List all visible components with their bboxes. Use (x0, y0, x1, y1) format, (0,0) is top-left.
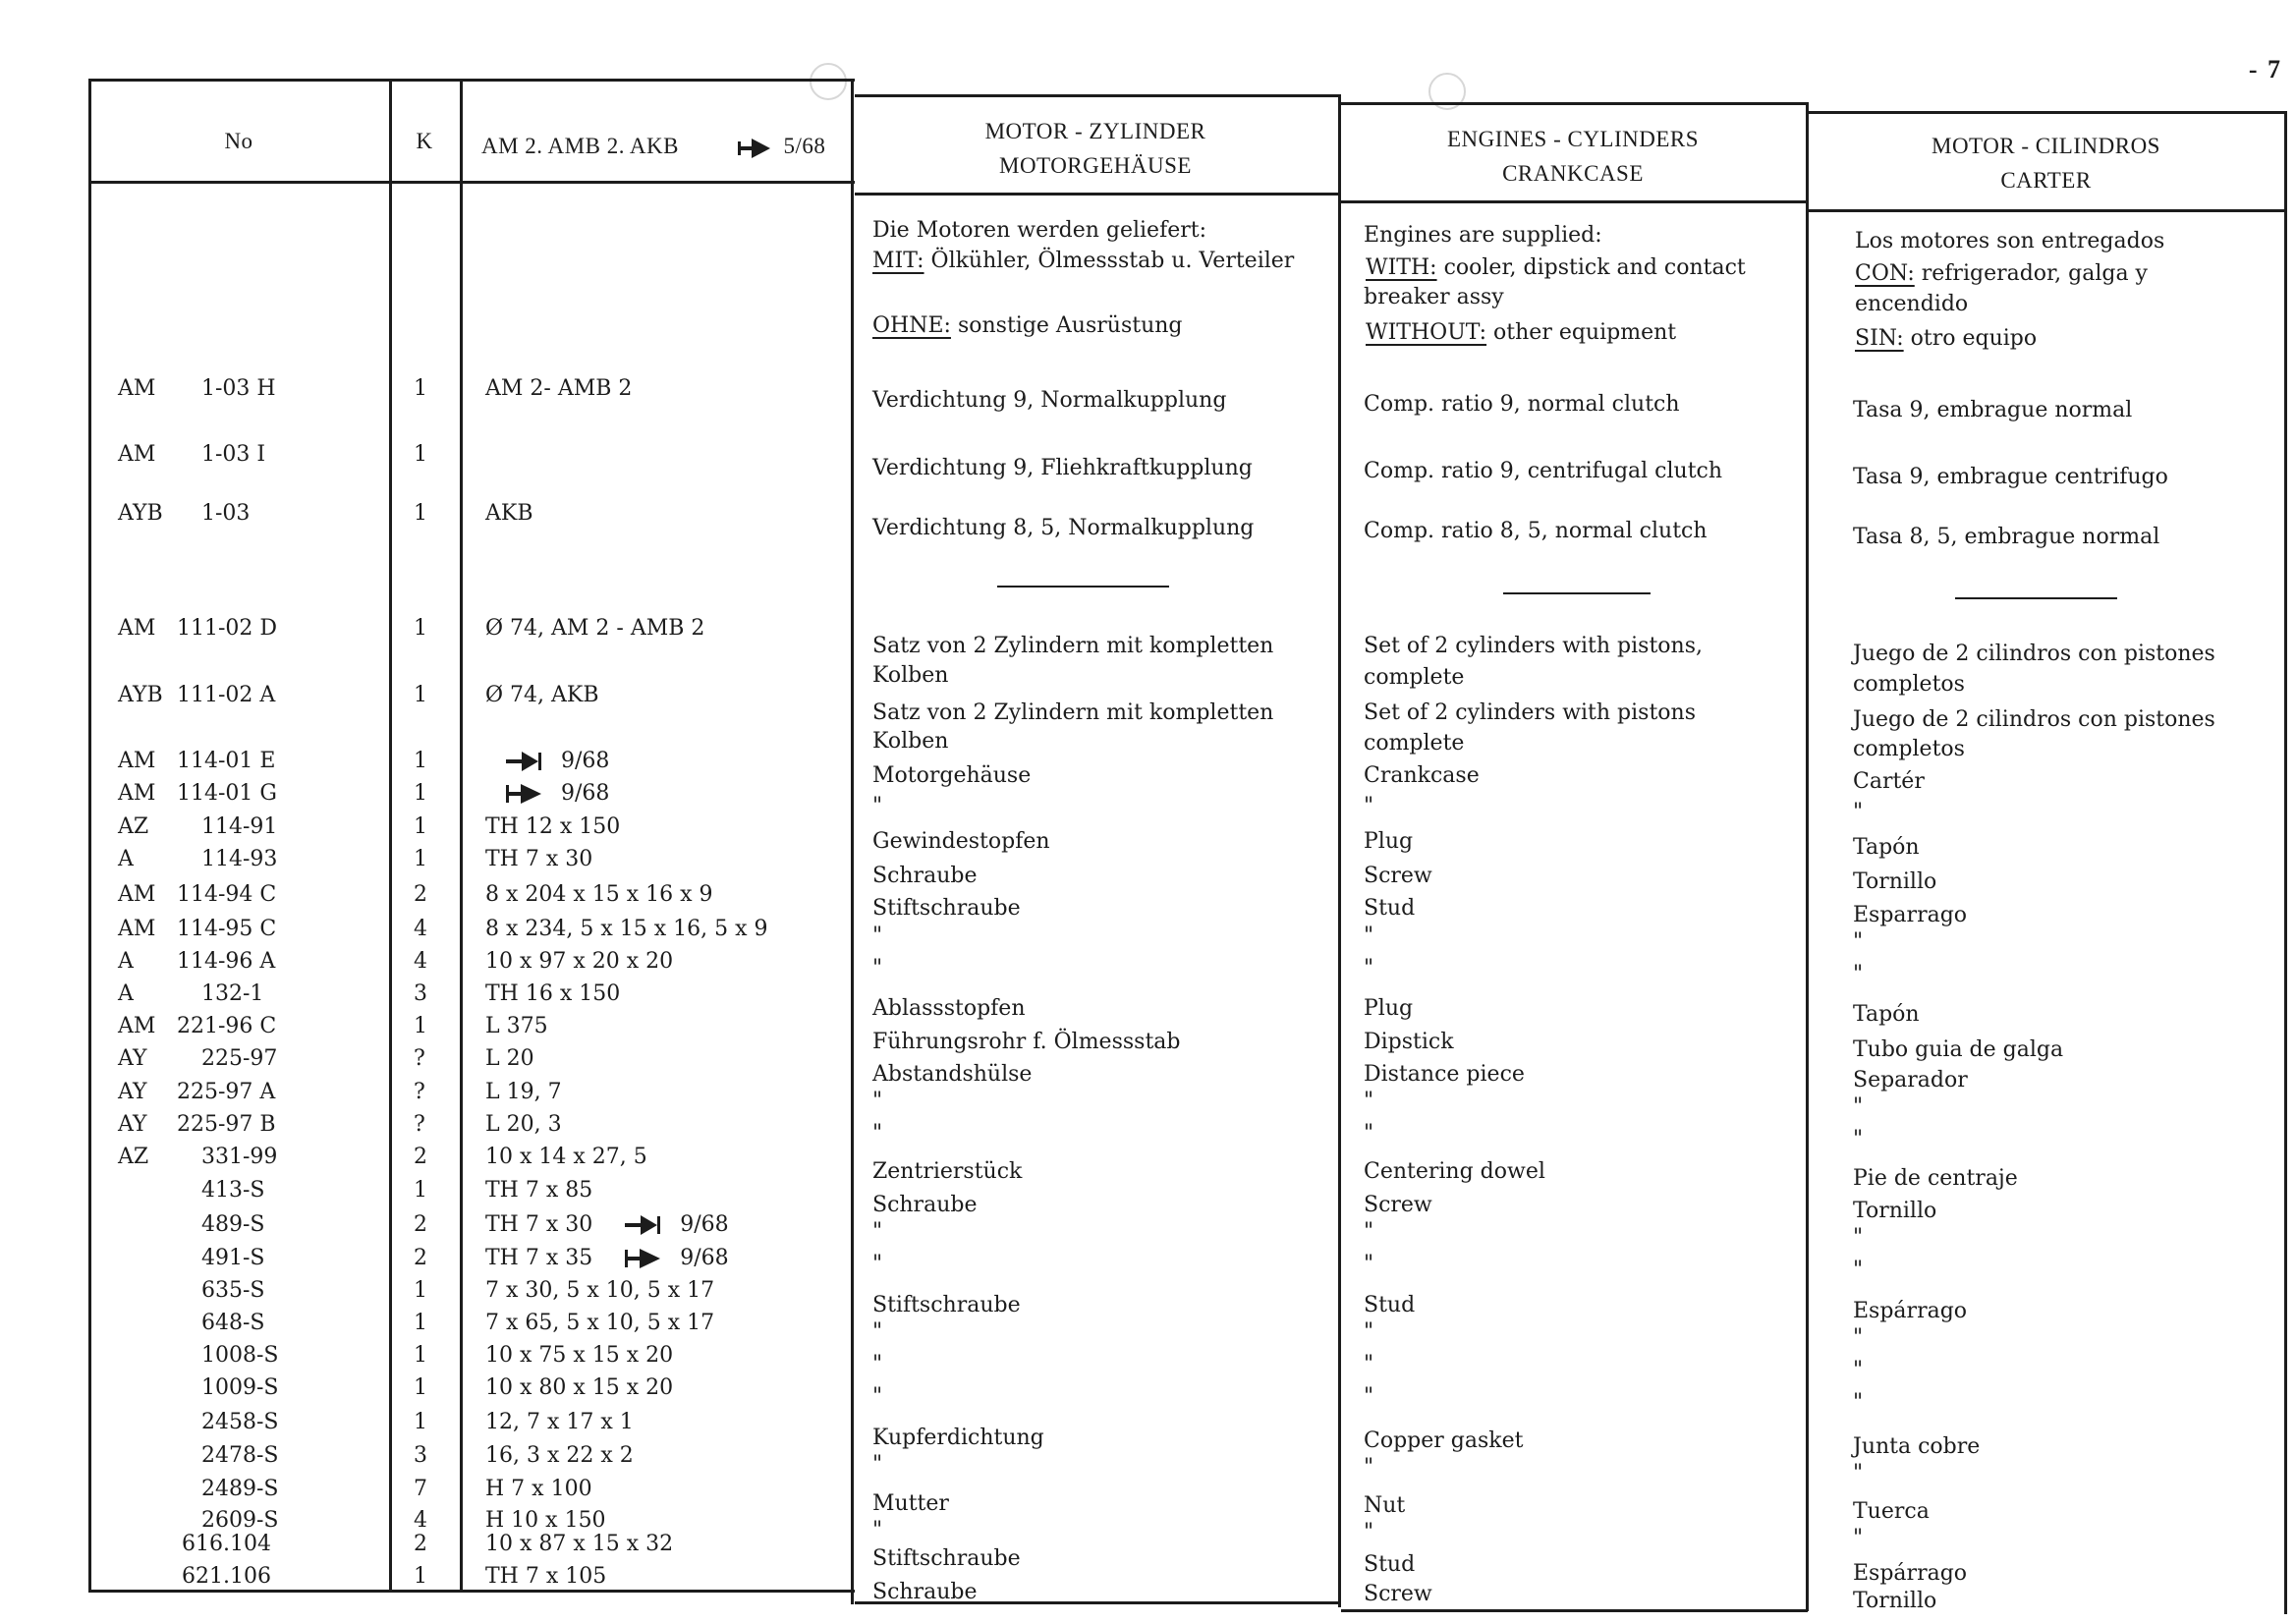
description-german: Satz von 2 Zylindern mit kompletten (872, 700, 1274, 725)
part-spec (485, 1406, 634, 1438)
part-quantity: 1 (414, 1343, 427, 1368)
part-number: 2489-S (201, 1477, 279, 1501)
part-number: 111-02 A (177, 683, 276, 707)
note-en-with-text: cooler, dipstick and contact (1443, 255, 1746, 280)
part-spec (485, 1042, 534, 1075)
part-number: 114-93 (201, 847, 278, 871)
part-quantity: 1 (414, 1278, 427, 1303)
description-spanish: Esparrago (1853, 903, 1968, 927)
description-spanish: Tasa 9, embrague centrifugo (1853, 465, 2168, 489)
part-number: 635-S (201, 1278, 265, 1303)
description-german: Stiftschraube (872, 1293, 1021, 1317)
description-english: Stud (1364, 1552, 1416, 1577)
part-quantity: 1 (414, 1014, 427, 1038)
description-english: complete (1364, 665, 1465, 690)
header-german-line1: MOTOR - ZYLINDER (984, 119, 1206, 143)
description-spanish: Pie de centraje (1853, 1166, 2018, 1191)
part-spec (485, 978, 620, 1010)
note-es-intro: Los motores son entregados (1855, 229, 2165, 253)
description-english: Comp. ratio 9, centrifugal clutch (1364, 459, 1723, 483)
description-spanish: Tapón (1853, 835, 1920, 860)
description-spanish: Tornillo (1853, 869, 1937, 894)
note-de-intro: Die Motoren werden geliefert: (872, 218, 1207, 243)
part-spec-text: 10 x 87 x 15 x 32 (485, 1532, 674, 1556)
note-es-with-text: refrigerador, galga y (1921, 261, 2148, 286)
header-german-line2: MOTORGEHÄUSE (999, 153, 1192, 178)
note-es-with (1855, 257, 2148, 290)
part-number: 1-03 H (201, 376, 276, 401)
description-spanish: " (1853, 1461, 1864, 1485)
part-quantity: 2 (414, 1212, 427, 1237)
part-number: 225-97 (201, 1046, 278, 1071)
part-quantity: 3 (414, 981, 427, 1006)
description-english: Comp. ratio 8, 5, normal clutch (1364, 519, 1708, 543)
note-de-with-label: MIT: (872, 249, 924, 273)
description-spanish: Tapón (1853, 1002, 1920, 1027)
part-spec (485, 1372, 673, 1404)
part-prefix: AM (118, 1014, 156, 1038)
description-english: Screw (1364, 1582, 1432, 1606)
part-prefix: AZ (118, 814, 149, 839)
part-number: 616.104 (182, 1532, 271, 1556)
part-number: 225-97 B (177, 1112, 276, 1137)
description-spanish: " (1853, 800, 1864, 824)
description-german: Schraube (872, 1580, 978, 1604)
description-english: complete (1364, 731, 1465, 756)
part-spec-text: L 375 (485, 1014, 548, 1038)
part-number: 2609-S (201, 1508, 279, 1533)
header-spanish-line1: MOTOR - CILINDROS (1932, 134, 2160, 158)
description-german: Schraube (872, 864, 978, 888)
part-spec (485, 1208, 729, 1241)
part-spec (485, 1274, 714, 1307)
description-english: " (1364, 924, 1374, 948)
part-number: 413-S (201, 1178, 265, 1203)
part-number: 2478-S (201, 1443, 279, 1468)
part-quantity: ? (414, 1080, 425, 1104)
description-spanish: Tornillo (1853, 1589, 1937, 1613)
description-spanish: Espárrago (1853, 1561, 1968, 1586)
part-spec-text: 12, 7 x 17 x 1 (485, 1410, 634, 1434)
part-spec-text: 10 x 75 x 15 x 20 (485, 1343, 674, 1368)
description-english: " (1364, 1384, 1374, 1409)
part-quantity: 1 (414, 847, 427, 871)
part-number: 114-96 A (177, 949, 276, 974)
description-german: Abstandshülse (872, 1062, 1033, 1087)
part-prefix: AM (118, 616, 156, 641)
part-spec-text: H 10 x 150 (485, 1508, 606, 1533)
section-divider-english (1503, 592, 1651, 594)
part-spec-text: 7 x 30, 5 x 10, 5 x 17 (485, 1278, 715, 1303)
part-quantity: 2 (414, 1532, 427, 1556)
part-prefix: AM (118, 781, 156, 806)
part-spec (485, 913, 768, 945)
description-german: " (872, 1384, 883, 1409)
note-en-with-text2: breaker assy (1364, 285, 1504, 309)
part-spec-text: L 20, 3 (485, 1112, 562, 1137)
description-english: Screw (1364, 864, 1432, 888)
part-spec (485, 1242, 729, 1274)
part-spec (485, 372, 632, 405)
part-spec (485, 1076, 562, 1108)
section-divider-german (997, 586, 1169, 588)
part-prefix: AM (118, 442, 156, 467)
note-de-without (872, 309, 1183, 342)
part-prefix: A (118, 949, 134, 974)
description-english: Set of 2 cylinders with pistons (1364, 700, 1697, 725)
description-german: Kolben (872, 729, 949, 754)
description-english: " (1364, 1219, 1374, 1244)
part-quantity: 1 (414, 442, 427, 467)
note-en-without-text: other equipment (1493, 320, 1677, 345)
description-spanish: Tornillo (1853, 1199, 1937, 1223)
part-spec (485, 1439, 634, 1472)
description-german: " (872, 1452, 883, 1477)
description-english: Stud (1364, 896, 1416, 921)
description-spanish: Tasa 9, embrague normal (1853, 398, 2133, 422)
header-english (1340, 122, 1806, 191)
part-spec-size: TH 7 x 35 (485, 1246, 600, 1270)
part-spec (485, 679, 599, 711)
part-quantity: 1 (414, 814, 427, 839)
description-english: " (1364, 794, 1374, 818)
part-spec-text: 8 x 234, 5 x 15 x 16, 5 x 9 (485, 917, 768, 941)
part-quantity: 1 (414, 1311, 427, 1335)
description-english: Nut (1364, 1493, 1406, 1518)
part-spec (506, 777, 609, 810)
part-spec (485, 1141, 647, 1173)
part-spec-date: 9/68 (561, 781, 610, 806)
part-number: 1-03 (201, 501, 251, 526)
part-number: 491-S (201, 1246, 265, 1270)
note-es-without (1855, 322, 2037, 355)
part-number: 225-97 A (177, 1080, 276, 1104)
part-quantity: 1 (414, 376, 427, 401)
description-german: Führungsrohr f. Ölmessstab (872, 1030, 1181, 1054)
description-german: Ablassstopfen (872, 996, 1026, 1021)
description-german: " (872, 1089, 883, 1113)
part-spec-text: H 7 x 100 (485, 1477, 592, 1501)
note-de-without-text: sonstige Ausrüstung (957, 313, 1183, 338)
arrow-start-icon (625, 1248, 662, 1269)
part-prefix: AY (118, 1046, 147, 1071)
part-spec-text: TH 16 x 150 (485, 981, 621, 1006)
part-spec (485, 497, 533, 530)
part-spec-text: 10 x 97 x 20 x 20 (485, 949, 674, 974)
part-spec (506, 745, 609, 777)
description-german: " (872, 1252, 883, 1276)
part-spec-text: Ø 74, AKB (485, 683, 599, 707)
part-prefix: AYB (118, 683, 163, 707)
description-spanish: Junta cobre (1853, 1434, 1981, 1459)
description-german: Motorgehäuse (872, 763, 1032, 788)
part-quantity: 1 (414, 1375, 427, 1400)
note-de-with (872, 245, 1294, 277)
part-number: 621.106 (182, 1564, 271, 1589)
description-spanish: " (1853, 962, 1864, 986)
arrow-start-icon (506, 783, 543, 805)
description-german: " (872, 924, 883, 948)
description-english: Copper gasket (1364, 1428, 1524, 1453)
header-german (853, 114, 1338, 183)
part-number: 1009-S (201, 1375, 279, 1400)
part-quantity: 2 (414, 1246, 427, 1270)
description-english: " (1364, 1121, 1374, 1146)
arrow-in-icon (738, 138, 771, 159)
description-english: Dipstick (1364, 1030, 1454, 1054)
part-spec-text: TH 7 x 105 (485, 1564, 607, 1589)
part-quantity: 2 (414, 1145, 427, 1169)
part-prefix: A (118, 847, 134, 871)
part-spec (485, 1307, 714, 1339)
description-german: " (872, 794, 883, 818)
part-prefix: AM (118, 749, 156, 773)
part-quantity: 2 (414, 882, 427, 907)
part-number: 221-96 C (177, 1014, 277, 1038)
description-german: Stiftschraube (872, 1546, 1021, 1571)
description-german: " (872, 1121, 883, 1146)
header-model-date: 5/68 (783, 134, 826, 158)
description-spanish: " (1853, 1094, 1864, 1119)
part-spec (485, 878, 713, 911)
description-german: Kupferdichtung (872, 1426, 1044, 1450)
description-german: Zentrierstück (872, 1159, 1023, 1184)
part-prefix: AZ (118, 1145, 149, 1169)
part-spec-text: 8 x 204 x 15 x 16 x 9 (485, 882, 713, 907)
note-en-with (1366, 252, 1746, 284)
part-quantity: 1 (414, 1178, 427, 1203)
description-spanish: Juego de 2 cilindros con pistones (1853, 707, 2215, 732)
page-number: - 7 (2248, 55, 2282, 84)
part-quantity: ? (414, 1046, 425, 1071)
description-english: Set of 2 cylinders with pistons, (1364, 634, 1704, 658)
note-es-with-text2: encendido (1855, 292, 1969, 316)
description-german: " (872, 956, 883, 980)
header-spanish-line2: CARTER (2000, 168, 2092, 193)
description-german: " (872, 1219, 883, 1244)
part-number: 114-94 C (177, 882, 277, 907)
part-spec (485, 612, 704, 644)
description-english: " (1364, 1352, 1374, 1376)
part-prefix: A (118, 981, 134, 1006)
part-quantity: 1 (414, 781, 427, 806)
description-english: Screw (1364, 1193, 1432, 1217)
description-english: Centering dowel (1364, 1159, 1545, 1184)
description-english: " (1364, 1252, 1374, 1276)
part-spec (485, 1339, 673, 1372)
description-spanish: " (1853, 1127, 1864, 1151)
part-spec-text: Ø 74, AM 2 - AMB 2 (485, 616, 705, 641)
part-spec-text: 16, 3 x 22 x 2 (485, 1443, 634, 1468)
part-quantity: 1 (414, 1564, 427, 1589)
part-spec (485, 1560, 606, 1593)
part-number: 331-99 (201, 1145, 278, 1169)
description-spanish: " (1853, 1358, 1864, 1382)
description-spanish: Cartér (1853, 769, 1925, 794)
description-english: Plug (1364, 829, 1414, 854)
note-en-without-label: WITHOUT: (1366, 320, 1487, 345)
part-spec-text: 10 x 14 x 27, 5 (485, 1145, 647, 1169)
description-english: Stud (1364, 1293, 1416, 1317)
description-spanish: " (1853, 1390, 1864, 1415)
part-spec-size: TH 7 x 30 (485, 1212, 600, 1237)
part-spec-text: TH 7 x 30 (485, 847, 593, 871)
part-spec (485, 945, 673, 978)
part-spec-text: L 19, 7 (485, 1080, 562, 1104)
header-english-line2: CRANKCASE (1502, 161, 1644, 186)
part-prefix: AM (118, 917, 156, 941)
part-spec (485, 1528, 673, 1560)
description-german: " (872, 1352, 883, 1376)
header-model (481, 129, 825, 163)
description-english: " (1364, 1319, 1374, 1344)
arrow-stop-icon (625, 1214, 662, 1236)
description-spanish: Tasa 8, 5, embrague normal (1853, 525, 2160, 549)
description-english: Plug (1364, 996, 1414, 1021)
description-german: Gewindestopfen (872, 829, 1050, 854)
part-spec-date: 9/68 (561, 749, 610, 773)
part-quantity: 1 (414, 616, 427, 641)
part-quantity: ? (414, 1112, 425, 1137)
description-english: " (1364, 1089, 1374, 1113)
note-en-with-label: WITH: (1366, 255, 1437, 280)
part-spec (485, 843, 592, 875)
description-spanish: completos (1853, 737, 1965, 761)
part-spec-text: 10 x 80 x 15 x 20 (485, 1375, 674, 1400)
part-number: 489-S (201, 1212, 265, 1237)
description-spanish: " (1853, 1225, 1864, 1250)
description-spanish: completos (1853, 672, 1965, 697)
section-divider-spanish (1955, 597, 2117, 599)
part-number: 114-01 G (177, 781, 277, 806)
part-number: 1008-S (201, 1343, 279, 1368)
part-spec (485, 1174, 592, 1206)
description-english: Distance piece (1364, 1062, 1525, 1087)
description-spanish: Separador (1853, 1068, 1968, 1092)
header-k: K (416, 129, 433, 153)
part-spec (485, 1108, 562, 1141)
arrow-stop-icon (506, 751, 543, 772)
description-german: " (872, 1319, 883, 1344)
part-quantity: 4 (414, 917, 427, 941)
note-es-with-label: CON: (1855, 261, 1915, 286)
part-number: 1-03 I (201, 442, 266, 467)
part-spec-text: AKB (485, 501, 533, 526)
description-german: Schraube (872, 1193, 978, 1217)
description-english: Comp. ratio 9, normal clutch (1364, 392, 1680, 417)
part-spec-text: 7 x 65, 5 x 10, 5 x 17 (485, 1311, 715, 1335)
part-spec (485, 811, 620, 843)
part-number: 111-02 D (177, 616, 278, 641)
part-quantity: 7 (414, 1477, 427, 1501)
description-german: " (872, 1518, 883, 1542)
part-prefix: AY (118, 1112, 147, 1137)
part-number: 114-91 (201, 814, 278, 839)
description-german: Stiftschraube (872, 896, 1021, 921)
description-english: Crankcase (1364, 763, 1480, 788)
part-prefix: AM (118, 882, 156, 907)
part-spec-date: 9/68 (680, 1246, 729, 1270)
header-no: No (224, 129, 253, 153)
part-quantity: 4 (414, 949, 427, 974)
description-spanish: " (1853, 1258, 1864, 1282)
part-spec-date: 9/68 (680, 1212, 729, 1237)
description-spanish: Tubo guia de galga (1853, 1037, 2064, 1062)
part-spec (485, 1473, 592, 1505)
description-english: " (1364, 956, 1374, 980)
description-spanish: Espárrago (1853, 1299, 1968, 1323)
part-spec (485, 1010, 548, 1042)
part-number: 132-1 (201, 981, 264, 1006)
punch-hole-left (810, 63, 847, 100)
part-prefix: AY (118, 1080, 147, 1104)
part-prefix: AM (118, 376, 156, 401)
description-english: " (1364, 1455, 1374, 1480)
description-german: Kolben (872, 663, 949, 688)
description-english: " (1364, 1520, 1374, 1544)
description-spanish: Juego de 2 cilindros con pistones (1853, 642, 2215, 666)
header-model-text: AM 2. AMB 2. AKB (481, 134, 679, 158)
part-quantity: 1 (414, 749, 427, 773)
description-spanish: " (1853, 929, 1864, 954)
part-number: 114-95 C (177, 917, 277, 941)
header-spanish (1808, 129, 2284, 197)
description-german: Verdichtung 9, Normalkupplung (872, 388, 1227, 413)
note-en-without (1366, 316, 1676, 349)
part-spec-text: AM 2- AMB 2 (485, 376, 633, 401)
part-spec-text: TH 7 x 85 (485, 1178, 593, 1203)
note-de-without-label: OHNE: (872, 313, 951, 338)
description-german: Verdichtung 8, 5, Normalkupplung (872, 516, 1255, 540)
description-german: Mutter (872, 1491, 949, 1516)
description-spanish: " (1853, 1526, 1864, 1550)
part-quantity: 3 (414, 1443, 427, 1468)
part-spec-text: TH 12 x 150 (485, 814, 621, 839)
part-prefix: AYB (118, 501, 163, 526)
part-number: 2458-S (201, 1410, 279, 1434)
note-de-with-text: Ölkühler, Ölmessstab u. Verteiler (930, 249, 1295, 273)
note-es-without-label: SIN: (1855, 326, 1904, 351)
note-es-without-text: otro equipo (1910, 326, 2038, 351)
part-quantity: 4 (414, 1508, 427, 1533)
description-german: Satz von 2 Zylindern mit kompletten (872, 634, 1274, 658)
description-german: Verdichtung 9, Fliehkraftkupplung (872, 456, 1253, 480)
part-quantity: 1 (414, 1410, 427, 1434)
part-quantity: 1 (414, 501, 427, 526)
note-en-intro: Engines are supplied: (1364, 223, 1602, 248)
part-number: 114-01 E (177, 749, 276, 773)
description-spanish: " (1853, 1325, 1864, 1350)
part-number: 648-S (201, 1311, 265, 1335)
part-quantity: 1 (414, 683, 427, 707)
description-spanish: Tuerca (1853, 1499, 1930, 1524)
header-english-line1: ENGINES - CYLINDERS (1446, 127, 1700, 151)
part-spec-text: L 20 (485, 1046, 534, 1071)
